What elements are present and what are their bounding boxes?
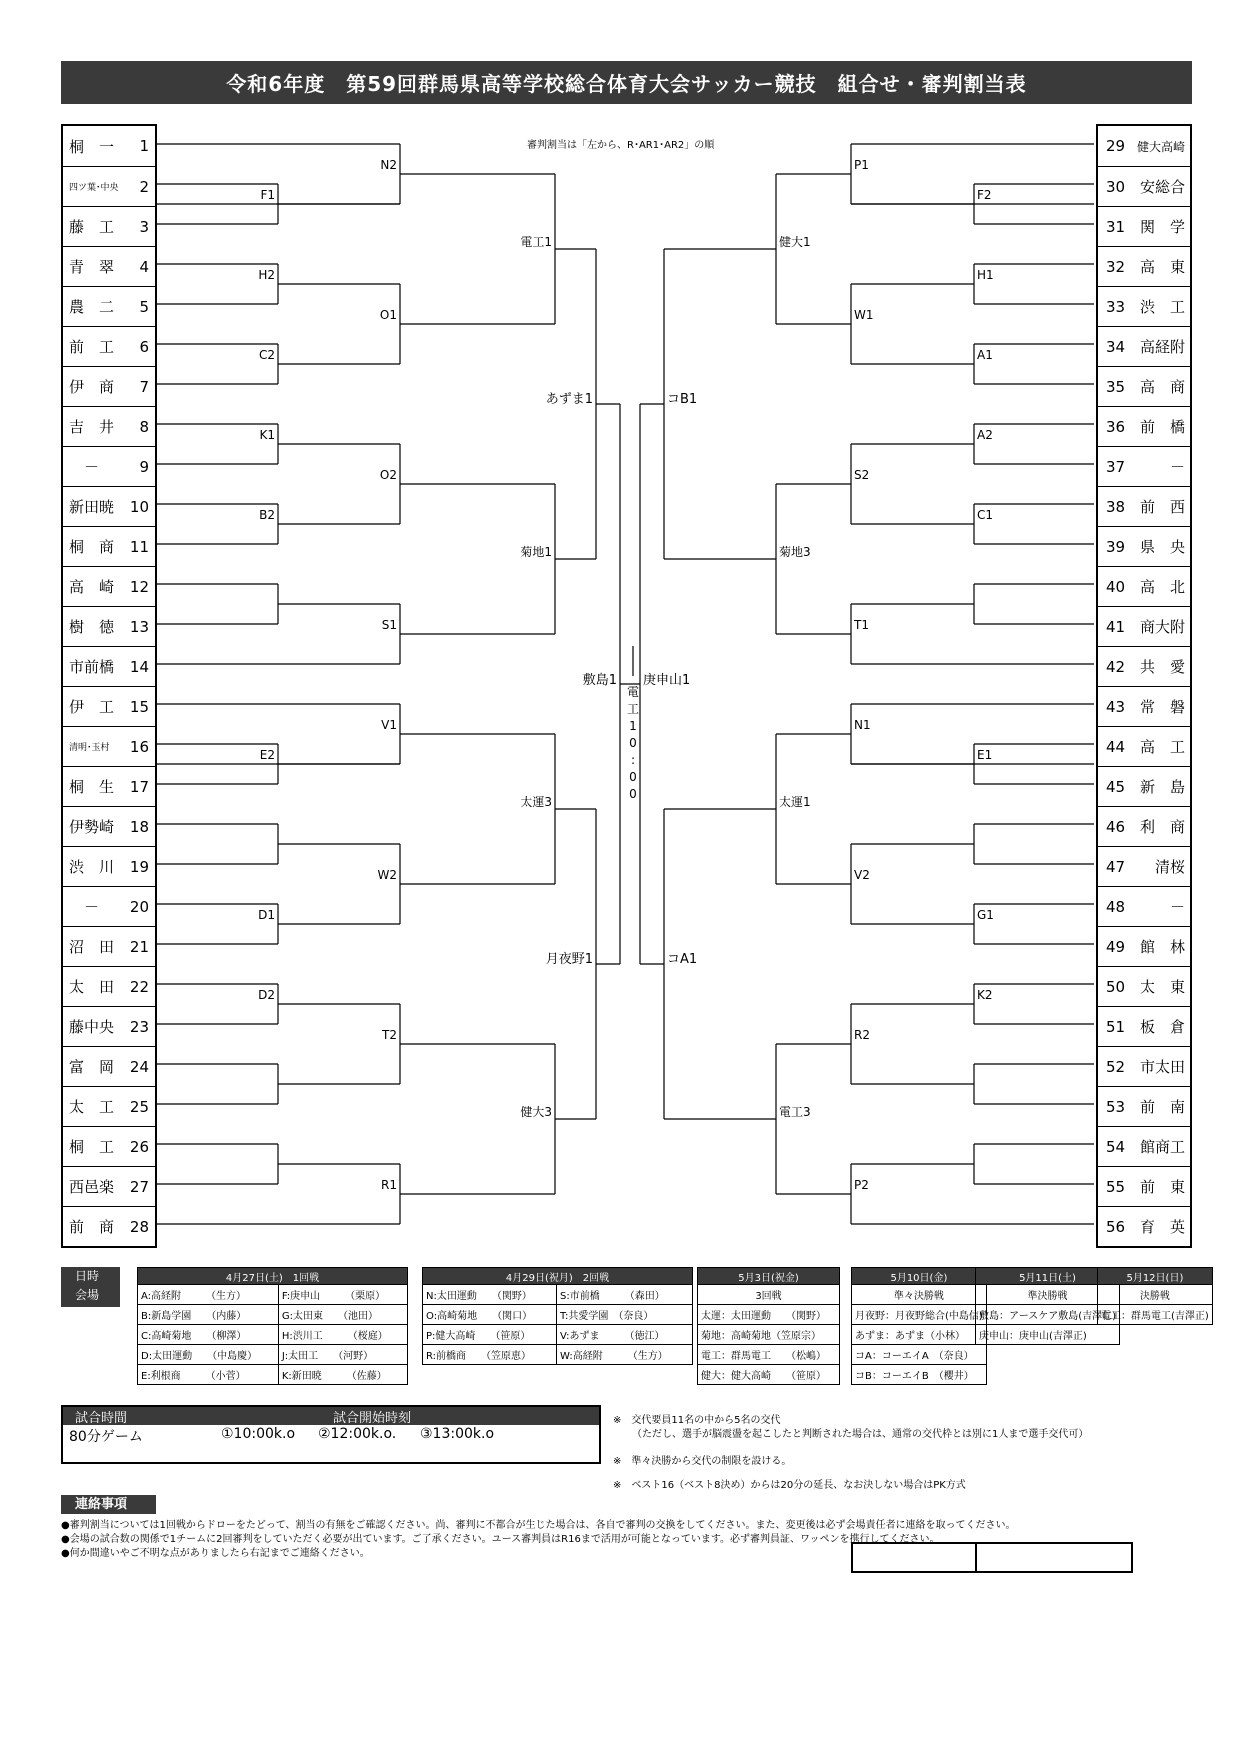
schedule-cell: P:健大高崎 （笹原） <box>423 1325 557 1345</box>
team-name: 高 商 <box>1139 378 1185 396</box>
rule-1b: （ただし、選手が脳震盪を起こしたと判断された場合は、通常の交代枠とは別に1人まで選手交代可） <box>632 1429 1089 1440</box>
team-name: 桐 商 <box>69 538 115 556</box>
match-code: A1 <box>977 348 993 362</box>
contact-line-2: ●会場の試合数の関係で1チームに2回審判をしていただく必要が出ています。ご了承ください。ユース審判員はR16まで活用が可能となっています。必ず審判員証、ワッペンを携行してください。 <box>61 1534 940 1545</box>
team-name: 関 学 <box>1139 218 1185 236</box>
match-code: B2 <box>259 508 275 522</box>
team-name: 太 東 <box>1139 978 1185 996</box>
team-name: 清桜 <box>1154 858 1200 876</box>
final-venue-char: 0 <box>629 787 637 801</box>
match-code: T1 <box>854 618 869 632</box>
match-code: E1 <box>977 748 993 762</box>
final-venue-char: 電 <box>626 685 639 699</box>
team-number: 42 <box>1106 657 1126 676</box>
team-name: 県 央 <box>1139 538 1185 556</box>
schedule-cell: J:太田工 （河野） <box>278 1345 407 1365</box>
match-code: N2 <box>380 158 397 172</box>
team-name: 共 愛 <box>1139 658 1185 676</box>
final-venue-char: 1 <box>629 719 637 733</box>
match-time-header: 試合時間 <box>75 1411 128 1426</box>
match-code: 菊地1 <box>520 545 552 559</box>
team-number: 33 <box>1106 297 1126 316</box>
team-number: 39 <box>1106 537 1126 556</box>
schedule-cell: 庚申山：庚申山(吉澤正) <box>976 1325 1120 1345</box>
team-number: 48 <box>1106 897 1126 916</box>
match-code: 太運1 <box>779 795 811 809</box>
schedule-cell: H:渋川工 （桜庭） <box>278 1325 407 1345</box>
team-name: － <box>69 458 100 476</box>
match-code: P2 <box>854 1178 869 1192</box>
contact-signature-box <box>851 1542 1133 1573</box>
schedule-cell: F:庚申山 （栗原） <box>278 1285 407 1305</box>
team-name: 利 商 <box>1139 818 1185 836</box>
match-code: 月夜野1 <box>545 952 593 967</box>
schedule-final: 5月12日(日) 決勝戦 電工：群馬電工(吉澤正) <box>1097 1267 1213 1325</box>
team-number: 41 <box>1106 617 1126 636</box>
team-name: 高 崎 <box>69 578 115 596</box>
schedule-label: 日時 会場 <box>61 1267 120 1307</box>
team-number: 43 <box>1106 697 1126 716</box>
team-name: 桐 生 <box>69 778 115 796</box>
team-name: 藤 工 <box>69 218 115 236</box>
match-code: T2 <box>382 1028 397 1042</box>
match-code: S2 <box>854 468 870 482</box>
team-number: 16 <box>129 737 149 756</box>
team-number: 38 <box>1106 497 1126 516</box>
schedule-round3: 5月3日(祝金) 3回戦 太運：太田運動 （関野） 菊地：高崎菊地（笠原宗） 電工：群馬電工 （松嶋） 健大：健大高崎 （笹原） <box>697 1267 840 1385</box>
team-name: 高 北 <box>1139 578 1185 596</box>
kickoff-1: ①10:00k.o <box>221 1426 296 1442</box>
schedule-cell: C:高崎菊地 （柳澤） <box>138 1325 279 1345</box>
team-name: － <box>1169 898 1200 916</box>
team-name: 市太田 <box>1139 1058 1185 1076</box>
team-name: 清明･玉村 <box>69 743 110 753</box>
team-name: 前 商 <box>69 1218 115 1236</box>
team-number: 25 <box>129 1097 149 1116</box>
page-title: 令和6年度 第59回群馬県高等学校総合体育大会サッカー競技 組合せ・審判割当表 <box>61 61 1192 104</box>
team-name: 農 二 <box>69 298 115 316</box>
team-name: 板 倉 <box>1139 1018 1185 1036</box>
team-name: 安総合 <box>1139 178 1185 196</box>
match-code: R1 <box>381 1178 397 1192</box>
team-number: 24 <box>129 1057 149 1076</box>
schedule-cell: 月夜野：月夜野総合(中島信) <box>852 1305 987 1325</box>
schedule-cell: 菊地：高崎菊地（笠原宗） <box>698 1325 840 1345</box>
team-number: 53 <box>1106 1097 1126 1116</box>
team-name: 前 西 <box>1139 498 1185 516</box>
team-name: 藤中央 <box>69 1018 115 1036</box>
match-code: F2 <box>977 188 992 202</box>
match-code: E2 <box>259 748 275 762</box>
team-number: 23 <box>129 1017 149 1036</box>
match-code: C2 <box>258 348 275 362</box>
team-number: 27 <box>129 1177 149 1196</box>
schedule-cell: S:市前橋 （森田） <box>557 1285 693 1305</box>
team-number: 6 <box>139 337 149 356</box>
match-code: 電工3 <box>779 1105 811 1119</box>
team-number: 10 <box>129 497 149 516</box>
team-name: 伊 工 <box>69 698 115 716</box>
team-name: 新 島 <box>1139 778 1185 796</box>
kickoff-2: ②12:00k.o. <box>318 1426 397 1442</box>
final-venue-char: 0 <box>629 770 637 784</box>
game-length: 80分ゲーム <box>69 1429 143 1445</box>
final-venue-char: 0 <box>629 736 637 750</box>
team-number: 26 <box>129 1137 149 1156</box>
match-code: H1 <box>977 268 994 282</box>
rule-3: ※ ベスト16（ベスト8決め）からは20分の延長、なお決しない場合はPK方式 <box>613 1480 966 1491</box>
schedule-cell: K:新田暁 （佐藤） <box>278 1365 407 1385</box>
team-number: 3 <box>139 217 149 236</box>
match-code: R2 <box>854 1028 870 1042</box>
match-code: 健大3 <box>520 1105 552 1119</box>
team-number: 45 <box>1106 777 1126 796</box>
team-name: 伊 商 <box>69 378 115 396</box>
team-number: 17 <box>129 777 149 796</box>
team-number: 29 <box>1106 137 1126 155</box>
match-code: N1 <box>854 718 871 732</box>
schedule-cell: O:高崎菊地 （関口） <box>423 1305 557 1325</box>
team-name: 青 翠 <box>69 258 115 276</box>
team-number: 9 <box>139 457 149 476</box>
team-name: 市前橋 <box>69 658 115 676</box>
schedule-cell: 太運：太田運動 （関野） <box>698 1305 840 1325</box>
schedule-cell: R:前橋商 （笠原恵） <box>423 1345 557 1365</box>
match-code: W2 <box>377 868 397 882</box>
team-name: 商大附 <box>1139 618 1185 636</box>
team-name: 四ツ葉･中央 <box>69 183 119 193</box>
final-venue-char: 工 <box>626 702 639 716</box>
team-number: 40 <box>1106 577 1126 596</box>
team-name: 富 岡 <box>69 1058 115 1076</box>
rule-2: ※ 準々決勝から交代の制限を設ける。 <box>613 1456 792 1467</box>
team-number: 11 <box>129 537 149 556</box>
final-right-code: 庚申山1 <box>643 673 691 688</box>
team-number: 52 <box>1106 1057 1126 1076</box>
team-number: 8 <box>139 417 149 436</box>
team-name: 高 東 <box>1139 258 1185 276</box>
schedule-cell: コA：コーエイA （奈良） <box>852 1345 987 1365</box>
schedule-cell: W:高経附 （生方） <box>557 1345 693 1365</box>
contact-line-1: ●審判割当については1回戦からドローをたどって、割当の有無をご確認ください。尚、審判に不都合が生じた場合は、各自で審判の交換をしてください。また、変更後は必ず会場責任者に連絡を取ってください。 <box>61 1520 1016 1531</box>
match-code: あずま1 <box>545 392 593 407</box>
team-name: 新田暁 <box>69 498 115 516</box>
team-number: 2 <box>139 177 149 196</box>
team-name: 渋 工 <box>1139 298 1185 316</box>
team-name: 桐 一 <box>69 137 115 156</box>
schedule-cell: G:太田東 （池田） <box>278 1305 407 1325</box>
team-number: 15 <box>129 697 149 716</box>
team-name: 渋 川 <box>69 858 115 876</box>
schedule-cell: 電工：群馬電工 （松嶋） <box>698 1345 840 1365</box>
match-time-box <box>61 1405 601 1464</box>
team-name: 伊勢崎 <box>69 818 115 836</box>
match-code: 健大1 <box>779 235 811 249</box>
team-name: 育 英 <box>1139 1218 1185 1236</box>
team-number: 44 <box>1106 737 1126 756</box>
schedule-cell: V:あずま （徳江） <box>557 1325 693 1345</box>
team-number: 18 <box>129 817 149 836</box>
team-number: 22 <box>129 977 149 996</box>
team-number: 47 <box>1106 857 1126 876</box>
final-venue <box>626 684 640 803</box>
team-name: 前 橋 <box>1139 418 1185 436</box>
match-code: 菊地3 <box>779 545 811 559</box>
schedule-cell: T:共愛学園 （奈良） <box>557 1305 693 1325</box>
match-code: V2 <box>854 868 870 882</box>
schedule-round2: 4月29日(祝月) 2回戦 N:太田運動 （関野） S:市前橋 （森田） O:高崎菊地 （関口） T:共愛学園 （奈良） P:健大高崎 （笹原） V:あずま （徳江） R:前橋商 （笠原恵） W:高経附 （生方） <box>422 1267 693 1365</box>
team-number: 19 <box>129 857 149 876</box>
team-name: 太 田 <box>69 978 115 996</box>
match-code: C1 <box>977 508 994 522</box>
team-number: 14 <box>129 657 149 676</box>
team-name: 桐 工 <box>69 1138 115 1156</box>
schedule-quarterfinal: 5月10日(金) 準々決勝戦 月夜野：月夜野総合(中島信) あずま：あずま（小林） コA：コーエイA （奈良） コB：コーエイB （櫻井） <box>851 1267 987 1385</box>
team-name: 吉 井 <box>69 418 115 436</box>
match-code: S1 <box>381 618 397 632</box>
team-name: 西邑楽 <box>69 1178 115 1196</box>
team-number: 36 <box>1106 417 1126 436</box>
schedule-cell: D:太田運動 （中島慶） <box>138 1345 279 1365</box>
team-name: 樹 徳 <box>69 618 115 636</box>
team-number: 31 <box>1106 217 1126 236</box>
match-code: A2 <box>977 428 993 442</box>
team-number: 20 <box>129 897 149 916</box>
contact-title: 連絡事項 <box>61 1495 156 1514</box>
team-name: 常 磐 <box>1139 698 1185 716</box>
team-number: 46 <box>1106 817 1126 836</box>
team-number: 30 <box>1106 177 1126 196</box>
team-number: 4 <box>139 257 149 276</box>
team-number: 28 <box>129 1217 149 1236</box>
schedule-cell: 電工：群馬電工(吉澤正) <box>1098 1305 1213 1325</box>
team-number: 55 <box>1106 1177 1126 1196</box>
schedule-cell: B:新島学園 （内藤） <box>138 1305 279 1325</box>
team-name: － <box>1169 458 1200 476</box>
team-name: 館商工 <box>1139 1138 1185 1156</box>
schedule-cell: A:高経附 （生方） <box>138 1285 279 1305</box>
match-code: P1 <box>854 158 869 172</box>
team-number: 1 <box>139 137 149 155</box>
schedule-round1: 4月27日(土) 1回戦 A:高経附 （生方） F:庚申山 （栗原） B:新島学園 （内藤） G:太田東 （池田） C:高崎菊地 （柳澤） H:渋川工 （桜庭） D:太田運動 （中島慶） J:太田工 （河野） E:利根商 （小菅） K:新田暁 （佐藤） <box>137 1267 408 1385</box>
kickoff-header: 試合開始時刻 <box>333 1411 412 1426</box>
team-number: 21 <box>129 937 149 956</box>
team-name: 健大高崎 <box>1136 139 1185 154</box>
team-name: 館 林 <box>1139 938 1185 956</box>
match-code: コA1 <box>667 952 698 967</box>
contact-line-3: ●何か間違いやご不明な点がありましたら右記までご連絡ください。 <box>61 1548 370 1559</box>
match-code: D2 <box>258 988 275 1002</box>
team-number: 50 <box>1106 977 1126 996</box>
match-code: F1 <box>260 188 275 202</box>
schedule-semifinal: 5月11日(土) 準決勝戦 敷島：アースケア敷島(吉澤仁) 庚申山：庚申山(吉澤正) <box>975 1267 1120 1345</box>
match-code: V1 <box>381 718 397 732</box>
team-name: 沼 田 <box>69 938 115 956</box>
kickoff-3: ③13:00k.o <box>420 1426 495 1442</box>
team-name: 前 南 <box>1139 1098 1185 1116</box>
schedule-cell: 敷島：アースケア敷島(吉澤仁) <box>976 1305 1120 1325</box>
team-number: 32 <box>1106 257 1126 276</box>
referee-note: 審判割当は「左から、R･AR1･AR2」の順 <box>527 140 715 151</box>
team-number: 12 <box>129 577 149 596</box>
team-number: 54 <box>1106 1137 1126 1156</box>
team-number: 51 <box>1106 1017 1126 1036</box>
team-number: 13 <box>129 617 149 636</box>
schedule-cell: コB：コーエイB （櫻井） <box>852 1365 987 1385</box>
team-number: 34 <box>1106 337 1126 356</box>
match-code: K2 <box>977 988 993 1002</box>
team-number: 56 <box>1106 1217 1126 1236</box>
schedule-cell: N:太田運動 （関野） <box>423 1285 557 1305</box>
match-code: W1 <box>854 308 874 322</box>
schedule-cell: E:利根商 （小菅） <box>138 1365 279 1385</box>
match-code: O2 <box>379 468 397 482</box>
schedule-cell: あずま：あずま（小林） <box>852 1325 987 1345</box>
match-code: D1 <box>258 908 275 922</box>
team-name: 前 東 <box>1139 1178 1185 1196</box>
team-name: 高経附 <box>1139 338 1185 356</box>
team-number: 35 <box>1106 377 1126 396</box>
match-code: K1 <box>259 428 275 442</box>
match-code: コB1 <box>667 392 698 407</box>
match-code: O1 <box>379 308 397 322</box>
rule-1: ※ 交代要員11名の中から5名の交代 <box>613 1415 781 1426</box>
team-name: 太 工 <box>69 1098 115 1116</box>
match-code: H2 <box>258 268 275 282</box>
final-left-code: 敷島1 <box>582 673 617 688</box>
schedule-cell: 健大：健大高崎 （笹原） <box>698 1365 840 1385</box>
match-code: 電工1 <box>520 235 552 249</box>
match-code: G1 <box>977 908 994 922</box>
team-name: － <box>69 898 100 916</box>
team-number: 49 <box>1106 937 1126 956</box>
team-number: 7 <box>139 377 149 396</box>
match-code: 太運3 <box>520 795 552 809</box>
team-number: 37 <box>1106 457 1126 476</box>
team-name: 前 工 <box>69 338 115 356</box>
team-number: 5 <box>139 297 149 316</box>
team-name: 高 工 <box>1139 738 1185 756</box>
final-venue-char: : <box>630 753 636 767</box>
